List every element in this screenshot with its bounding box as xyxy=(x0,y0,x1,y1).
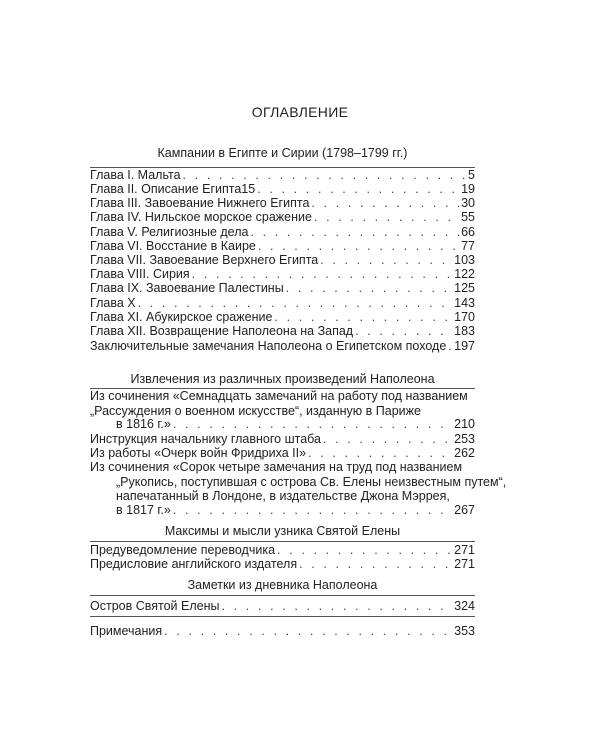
toc-entry-page: 55 xyxy=(461,210,475,224)
dot-leader xyxy=(320,253,452,268)
dot-leader xyxy=(286,281,452,296)
toc-entry-label: Глава VII. Завоевание Верхнего Египта xyxy=(90,253,319,267)
section-heading-maxims: Максимы и мысли узника Святой Елены xyxy=(164,524,401,538)
toc-entry-page: 122 xyxy=(454,267,475,281)
toc-entry xyxy=(90,324,475,339)
toc-entry-page: 143 xyxy=(454,296,475,310)
toc-entry-page: 30 xyxy=(461,196,475,210)
toc-entry-page: 103 xyxy=(454,253,475,267)
toc-entry-page: 170 xyxy=(454,310,475,324)
dot-leader xyxy=(164,624,452,639)
toc-entry xyxy=(90,339,475,354)
toc-entry-page: 253 xyxy=(454,432,475,446)
toc-entry-line: Из сочинения «Семнадцать замечаний на работу под названием xyxy=(90,389,468,403)
toc-entry-line: Из сочинения «Сорок четыре замечания на труд под названием xyxy=(90,460,463,474)
toc-entry-page: 183 xyxy=(454,324,475,338)
toc-entry-label: Глава II. Описание Египта15 xyxy=(90,182,256,196)
section-heading-diary: Заметки из дневника Наполеона xyxy=(187,578,378,592)
toc-entry-label: Глава VI. Восстание в Каире xyxy=(90,239,256,253)
toc-entry xyxy=(90,446,475,461)
toc-entry-page: 324 xyxy=(454,599,475,613)
toc-entry-label: Глава XI. Абукирское сражение xyxy=(90,310,273,324)
toc-entry xyxy=(90,281,475,296)
toc-entry xyxy=(90,599,475,614)
toc-entry-label: Остров Святой Елены xyxy=(90,599,220,613)
toc-entry xyxy=(90,624,475,639)
section-divider xyxy=(90,541,475,542)
toc-entry xyxy=(116,503,475,518)
toc-entry-label: в 1816 г.» xyxy=(116,417,171,431)
toc-entry-label: Глава I. Мальта xyxy=(90,168,181,182)
toc-entry-line: „Рукопись, поступившая с острова Св. Елены неизвестным путем“, xyxy=(116,475,507,489)
toc-entry-label: Из работы «Очерк войн Фридриха II» xyxy=(90,446,307,460)
dot-leader xyxy=(173,417,452,432)
toc-entry-label: Глава X xyxy=(90,296,136,310)
toc-entry-label: Примечания xyxy=(90,624,163,638)
dot-leader xyxy=(314,210,459,225)
dot-leader xyxy=(323,432,452,447)
toc-entry xyxy=(90,239,475,254)
dot-leader xyxy=(257,182,459,197)
section-divider xyxy=(90,616,475,617)
toc-entry-label: Предисловие английского издателя xyxy=(90,557,298,571)
toc-entry-page: 19 xyxy=(461,182,475,196)
section-heading-egypt-syria: Кампании в Египте и Сирии (1798–1799 гг.) xyxy=(157,146,408,160)
toc-entry xyxy=(116,417,475,432)
toc-entry xyxy=(90,225,475,240)
toc-entry xyxy=(90,182,475,197)
dot-leader xyxy=(311,196,459,211)
dot-leader xyxy=(192,267,452,282)
toc-entry-page: 125 xyxy=(454,281,475,295)
toc-entry-label: в 1817 г.» xyxy=(116,503,171,517)
toc-entry-line: „Рассуждения о военном искусстве“, изданную в Париже xyxy=(90,404,421,418)
toc-entry xyxy=(90,267,475,282)
dot-leader xyxy=(277,543,452,558)
toc-entry-label: Глава IV. Нильское морское сражение xyxy=(90,210,312,224)
dot-leader xyxy=(355,324,452,339)
dot-leader xyxy=(308,446,452,461)
dot-leader xyxy=(258,239,459,254)
dot-leader xyxy=(448,339,452,354)
toc-entry xyxy=(90,296,475,311)
toc-entry-label: Глава III. Завоевание Нижнего Египта xyxy=(90,196,310,210)
toc-entry xyxy=(90,310,475,325)
toc-entry xyxy=(90,543,475,558)
toc-entry-page: 210 xyxy=(454,417,475,431)
toc-entry-label: Глава VIII. Сирия xyxy=(90,267,190,281)
toc-entry-line: напечатанный в Лондоне, в издательстве Джона Мэррея, xyxy=(116,489,450,503)
dot-leader xyxy=(274,310,452,325)
toc-entry-page: 271 xyxy=(454,543,475,557)
toc-entry xyxy=(90,196,475,211)
toc-entry-page: 197 xyxy=(454,339,475,353)
toc-entry xyxy=(90,210,475,225)
toc-entry xyxy=(90,557,475,572)
toc-entry-page: 271 xyxy=(454,557,475,571)
section-divider xyxy=(90,595,475,596)
dot-leader xyxy=(183,168,467,183)
page-title: ОГЛАВЛЕНИЕ xyxy=(251,104,349,120)
dot-leader xyxy=(221,599,452,614)
toc-entry-page: 66 xyxy=(461,225,475,239)
toc-entry xyxy=(90,168,475,183)
toc-entry-label: Заключительные замечания Наполеона о Египетском походе xyxy=(90,339,447,353)
toc-entry-label: Глава IX. Завоевание Палестины xyxy=(90,281,284,295)
toc-entry-page: 353 xyxy=(454,624,475,638)
dot-leader xyxy=(250,225,459,240)
dot-leader xyxy=(299,557,452,572)
dot-leader xyxy=(138,296,453,311)
toc-entry-label: Глава V. Религиозные дела xyxy=(90,225,249,239)
toc-entry-label: Глава XII. Возвращение Наполеона на Запад xyxy=(90,324,354,338)
toc-entry-label: Инструкция начальнику главного штаба xyxy=(90,432,321,446)
toc-entry-page: 5 xyxy=(468,168,475,182)
toc-entry-label: Предуведомление переводчика xyxy=(90,543,276,557)
section-heading-extracts: Извлечения из различных произведений Наполеона xyxy=(130,372,435,386)
toc-entry-page: 262 xyxy=(454,446,475,460)
toc-entry-page: 77 xyxy=(461,239,475,253)
dot-leader xyxy=(173,503,452,518)
toc-entry-page: 267 xyxy=(454,503,475,517)
toc-entry xyxy=(90,432,475,447)
toc-entry xyxy=(90,253,475,268)
